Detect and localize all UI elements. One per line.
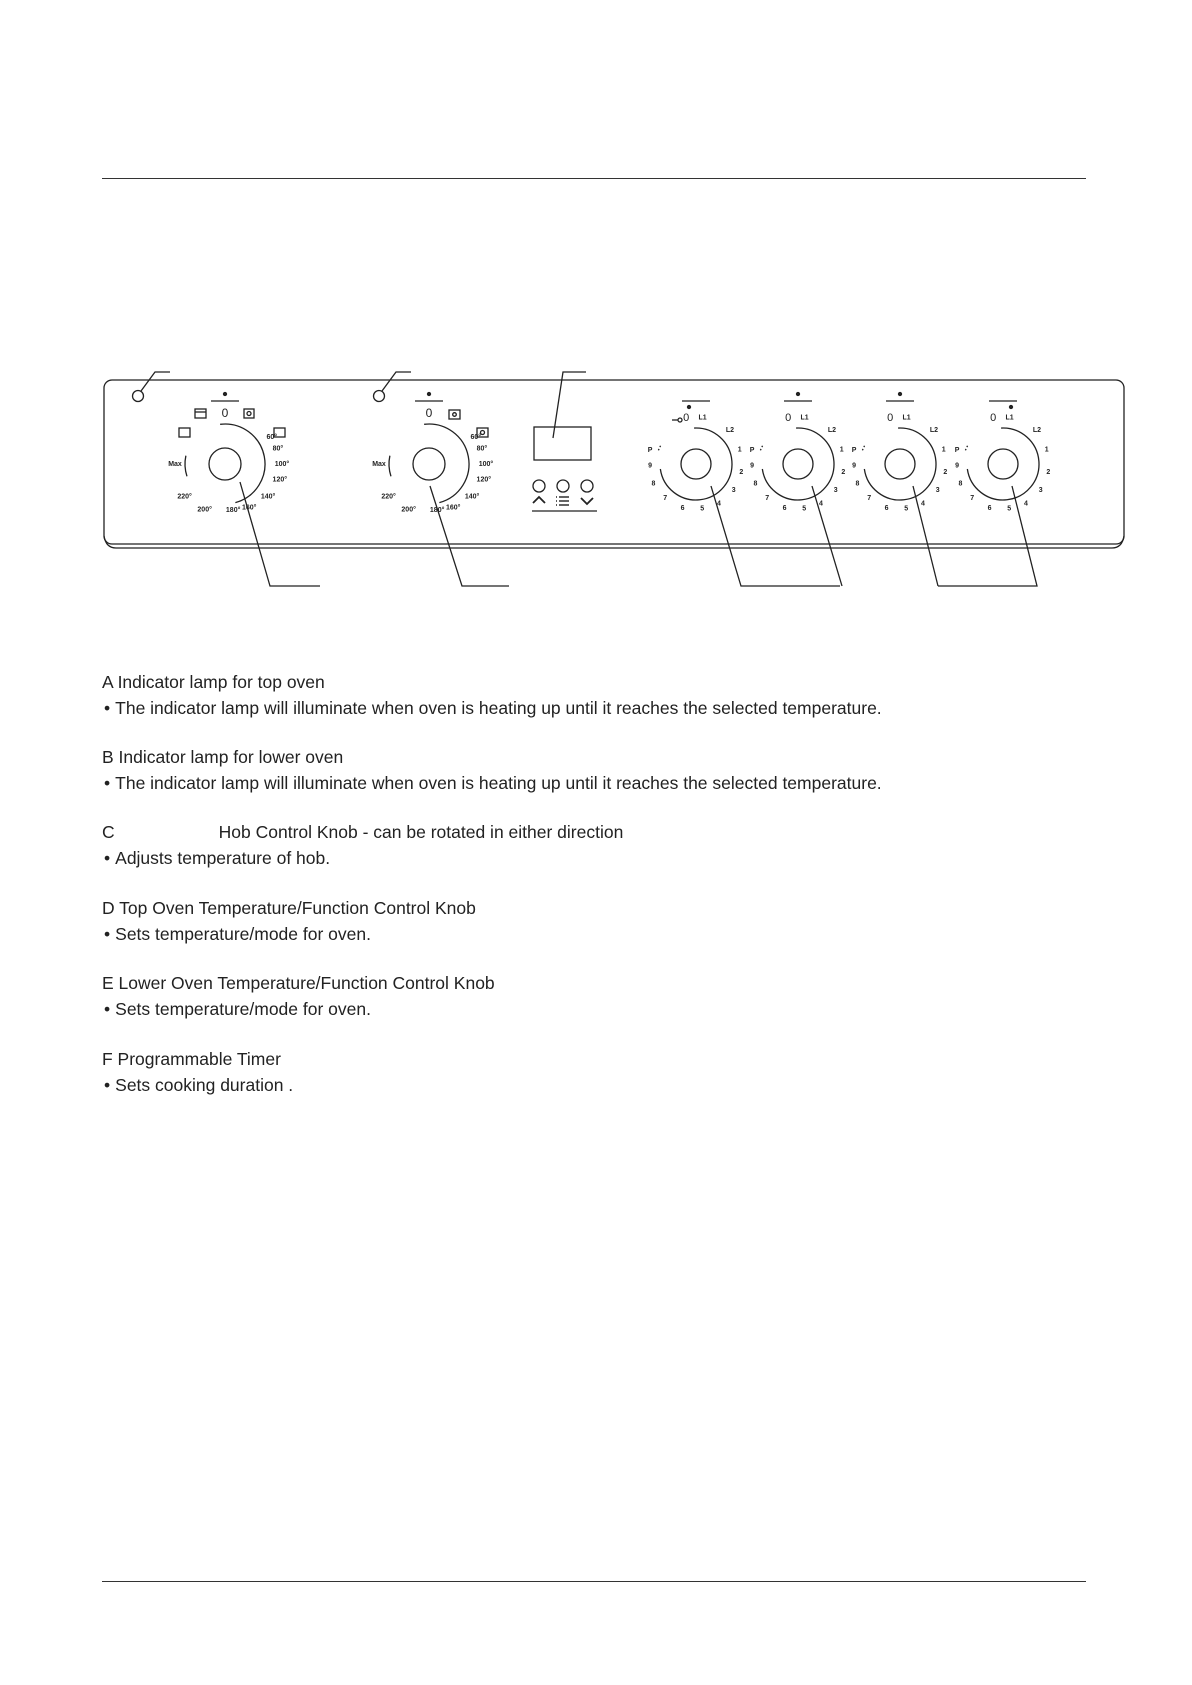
top_oven_knob-temp-label: 180° [225,507,241,515]
top_oven_knob-label-dot [224,393,227,396]
lower_oven_knob-temp-label: 100° [478,460,494,468]
hob-level-label: 7 [765,495,770,503]
lower_oven_knob-temp-label: 120° [476,476,492,484]
bullet-dot: • [104,848,111,868]
description-bullet-text: The indicator lamp will illuminate when oven is heating up until it reaches the selected temperature. [115,698,882,718]
hob-level-label: 7 [867,495,872,503]
hob-level-label: 5 [700,505,705,513]
hob-level-label: 2 [943,468,948,476]
hob-level-label: L2 [929,426,939,434]
hob-level-label: L1 [698,414,707,422]
hob-level-label: 7 [663,495,668,503]
timer-button-down [581,480,593,492]
top_oven_knob-temp-label: Max [168,460,182,468]
hob-knob[interactable] [885,449,915,479]
lower_oven_knob-temp-label: 60° [470,433,482,441]
top_oven_knob-knob[interactable] [209,448,241,480]
hob-label-dot [688,406,691,409]
description-heading: A Indicator lamp for top oven [102,672,325,692]
lower_oven_knob-temp-label: 160° [445,504,461,512]
lower_oven_knob-zero-mark: 0 [425,406,433,421]
hob-level-label: L1 [800,414,809,422]
hob-level-label: 6 [680,504,685,512]
leader-line-c2 [812,486,842,586]
hob-level-label: 2 [1046,468,1051,476]
hob-level-label: 0 [785,411,792,424]
hob-level-label: 9 [750,462,754,470]
lower-oven-indicator-lamp [374,391,385,402]
description-heading [102,822,623,843]
conventional-oven-icon [179,428,190,437]
hob-level-label: 4 [1024,500,1028,508]
timer-button-menu [557,480,569,492]
chevron-down-icon [581,498,593,504]
bullet-dot: • [104,698,111,718]
hob-level-label: 4 [921,500,925,508]
hob-level-label: 8 [855,480,860,488]
hob-level-label: 3 [1038,487,1043,495]
top-oven-knob-group [168,393,289,515]
hob-level-label: 3 [731,487,736,495]
description-bullet [104,1075,293,1096]
hob-level-label: 1 [1044,446,1049,454]
hob-scale-arc [864,426,939,503]
hob-dotted-arc [862,444,865,450]
hob-level-label: L2 [725,426,735,434]
lower_oven_knob-temp-label: 200° [401,506,416,514]
fan-icon [481,431,485,435]
lower_oven_knob-temp-label: 140° [464,493,480,501]
fan-oven-icon [244,409,254,418]
top_oven_knob-temp-label: 220° [177,493,192,501]
menu-list-icon [556,497,569,505]
lower_oven_knob-temp-label: 220° [381,493,396,501]
description-bullet [104,773,882,794]
bullet-dot: • [104,773,111,793]
lower_oven_knob-scale-arc-right [424,424,469,503]
key-lock-icon [678,418,682,422]
hob-level-label: 0 [683,411,690,424]
hob-knobs-group [648,393,1051,513]
hob-scale-arc [762,426,837,503]
hob-level-label: P [954,446,960,454]
hob-dotted-arc [658,444,661,450]
bullet-dot: • [104,924,111,944]
hob-level-label: 3 [833,487,838,495]
hob-label-dot [899,393,902,396]
hob-level-label: 1 [941,446,946,454]
hob-level-label: 0 [990,411,997,424]
bullet-dot: • [104,999,111,1019]
description-letter: C [102,822,115,842]
lower_oven_knob-label-dot [428,393,431,396]
description-bullet-text: Adjusts temperature of hob. [115,848,331,868]
timer-button-up [533,480,545,492]
hob-level-label: 5 [802,505,807,513]
hob-level-label: 6 [884,504,889,512]
description-heading-text: Hob Control Knob - can be rotated in either direction [218,822,624,842]
top_oven_knob-temp-label: 200° [197,506,212,514]
leader-line-e [430,486,509,586]
leader-line-a [141,372,170,391]
top_oven_knob-temp-label: 80° [272,445,284,453]
description-heading: E Lower Oven Temperature/Function Control Knob [102,973,495,993]
hob-dotted-arc [760,444,763,450]
top-grill-icon [195,409,206,418]
description-heading: B Indicator lamp for lower oven [102,747,344,767]
hob-level-label: L2 [1032,426,1042,434]
timer-display [534,427,591,460]
description-bullet-text: Sets temperature/mode for oven. [115,999,371,1019]
hob-level-label: 4 [819,500,823,508]
hob-level-label: 9 [648,462,652,470]
hob-label-dot [797,393,800,396]
description-bullet-text: Sets cooking duration . [115,1075,294,1095]
hob-label-dot [1010,406,1013,409]
lower_oven_knob-temp-label: 180° [429,507,445,515]
hob-knob[interactable] [988,449,1018,479]
leader-line-c3 [913,486,938,586]
hob-level-label: 7 [970,495,975,503]
description-bullet [104,698,882,719]
hob-level-label: 9 [955,462,959,470]
hob-level-label: 1 [737,446,742,454]
lower_oven_knob-knob[interactable] [413,448,445,480]
lower_oven_knob-temp-label: Max [372,460,386,468]
hob-level-label: L1 [902,414,911,422]
hob-level-label: 0 [887,411,894,424]
hob-level-label: 8 [958,480,963,488]
hob-level-label: 1 [839,446,844,454]
leader-line-f [553,372,586,438]
hob-level-label: 6 [987,504,992,512]
top_oven_knob-scale-arc-left [185,456,187,477]
hob-level-label: 2 [841,468,846,476]
hob-level-label: 3 [935,487,940,495]
top_oven_knob-temp-label: 140° [260,493,276,501]
description-bullet-text: The indicator lamp will illuminate when oven is heating up until it reaches the selected temperature. [115,773,882,793]
hob-level-label: 8 [651,480,656,488]
hob-knob[interactable] [783,449,813,479]
top-rule [102,178,1086,179]
hob-level-label: P [647,446,653,454]
hob-level-label: L2 [827,426,837,434]
hob-level-label: L1 [1005,414,1014,422]
description-bullet-text: Sets temperature/mode for oven. [115,924,371,944]
top_oven_knob-temp-label: 160° [241,504,257,512]
description-bullet [104,999,371,1020]
lower_oven_knob-temp-label: 80° [476,445,488,453]
hob-scale-arc [660,426,735,503]
hob-level-label: 2 [739,468,744,476]
top_oven_knob-temp-label: 60° [266,433,278,441]
hob-scale-arc [967,426,1042,503]
description-heading: D Top Oven Temperature/Function Control Knob [102,898,476,918]
description-heading: F Programmable Timer [102,1049,281,1069]
fan-defrost-icon [449,410,460,419]
hob-level-label: 5 [904,505,909,513]
hob-knob[interactable] [681,449,711,479]
top-oven-indicator-lamp [133,391,144,402]
top_oven_knob-zero-mark: 0 [221,406,229,421]
hob-level-label: 9 [852,462,856,470]
hob-level-label: 6 [782,504,787,512]
hob-level-label: P [749,446,755,454]
fan-icon [453,413,457,417]
fan-icon [247,412,251,416]
bullet-dot: • [104,1075,111,1095]
panel-outline [104,380,1124,544]
hob-level-label: 4 [717,500,721,508]
chevron-up-icon [533,497,545,503]
description-bullet [104,848,330,869]
top_oven_knob-temp-label: 120° [272,476,288,484]
hob-level-label: 5 [1007,505,1012,513]
leader-line-b [382,372,411,391]
lower_oven_knob-scale-arc-left [389,456,391,477]
hob-level-label: 8 [753,480,758,488]
hob-dotted-arc [965,444,968,450]
top_oven_knob-temp-label: 100° [274,460,290,468]
control-panel-diagram [100,362,1130,592]
leader-line-c4 [935,486,1037,586]
leader-line-d [240,482,320,586]
bottom-rule [102,1581,1086,1582]
description-bullet [104,924,371,945]
hob-level-label: P [851,446,857,454]
